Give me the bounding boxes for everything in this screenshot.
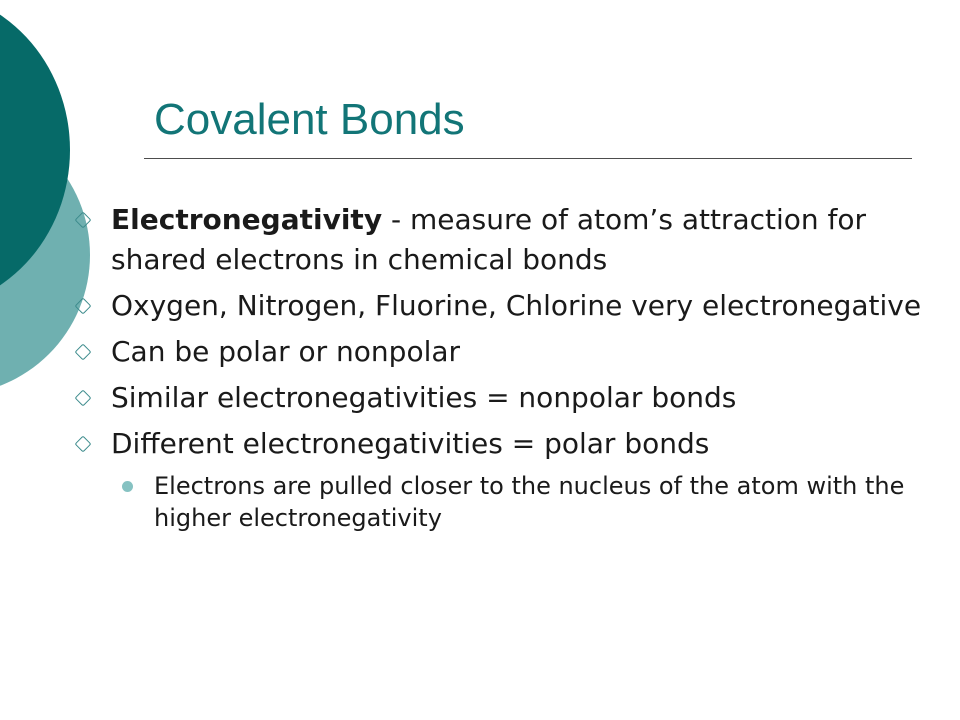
- bullet-item: [0, 286, 941, 326]
- diamond-bullet-icon: [75, 298, 92, 315]
- bullet-text: Similar electronegativities = nonpolar bonds: [111, 381, 737, 414]
- slide-body: [0, 200, 960, 534]
- bullet-text: - measure of atom’s attraction for shared electrons in chemical bonds: [111, 203, 867, 276]
- bullet-text: Can be polar or nonpolar: [111, 335, 461, 368]
- sub-bullet-text: Electrons are pulled closer to the nucleus of the atom with the higher electronegativity: [154, 472, 905, 532]
- sub-bullet-item: [0, 470, 914, 534]
- bullet-item: [0, 424, 941, 464]
- bullet-item: [0, 200, 941, 280]
- diamond-bullet-icon: [75, 344, 92, 361]
- round-bullet-icon: [122, 481, 133, 492]
- bullet-item: [0, 332, 941, 372]
- slide-title: Covalent Bonds: [154, 95, 465, 144]
- diamond-bullet-icon: [75, 390, 92, 407]
- bullet-term: Electronegativity: [111, 203, 383, 236]
- diamond-bullet-icon: [75, 436, 92, 453]
- bullet-text: Different electronegativities = polar bonds: [111, 427, 710, 460]
- bullet-text: Oxygen, Nitrogen, Fluorine, Chlorine very electronegative: [111, 289, 922, 322]
- bullet-item: [0, 378, 941, 418]
- title-divider: [144, 158, 912, 159]
- diamond-bullet-icon: [75, 212, 92, 229]
